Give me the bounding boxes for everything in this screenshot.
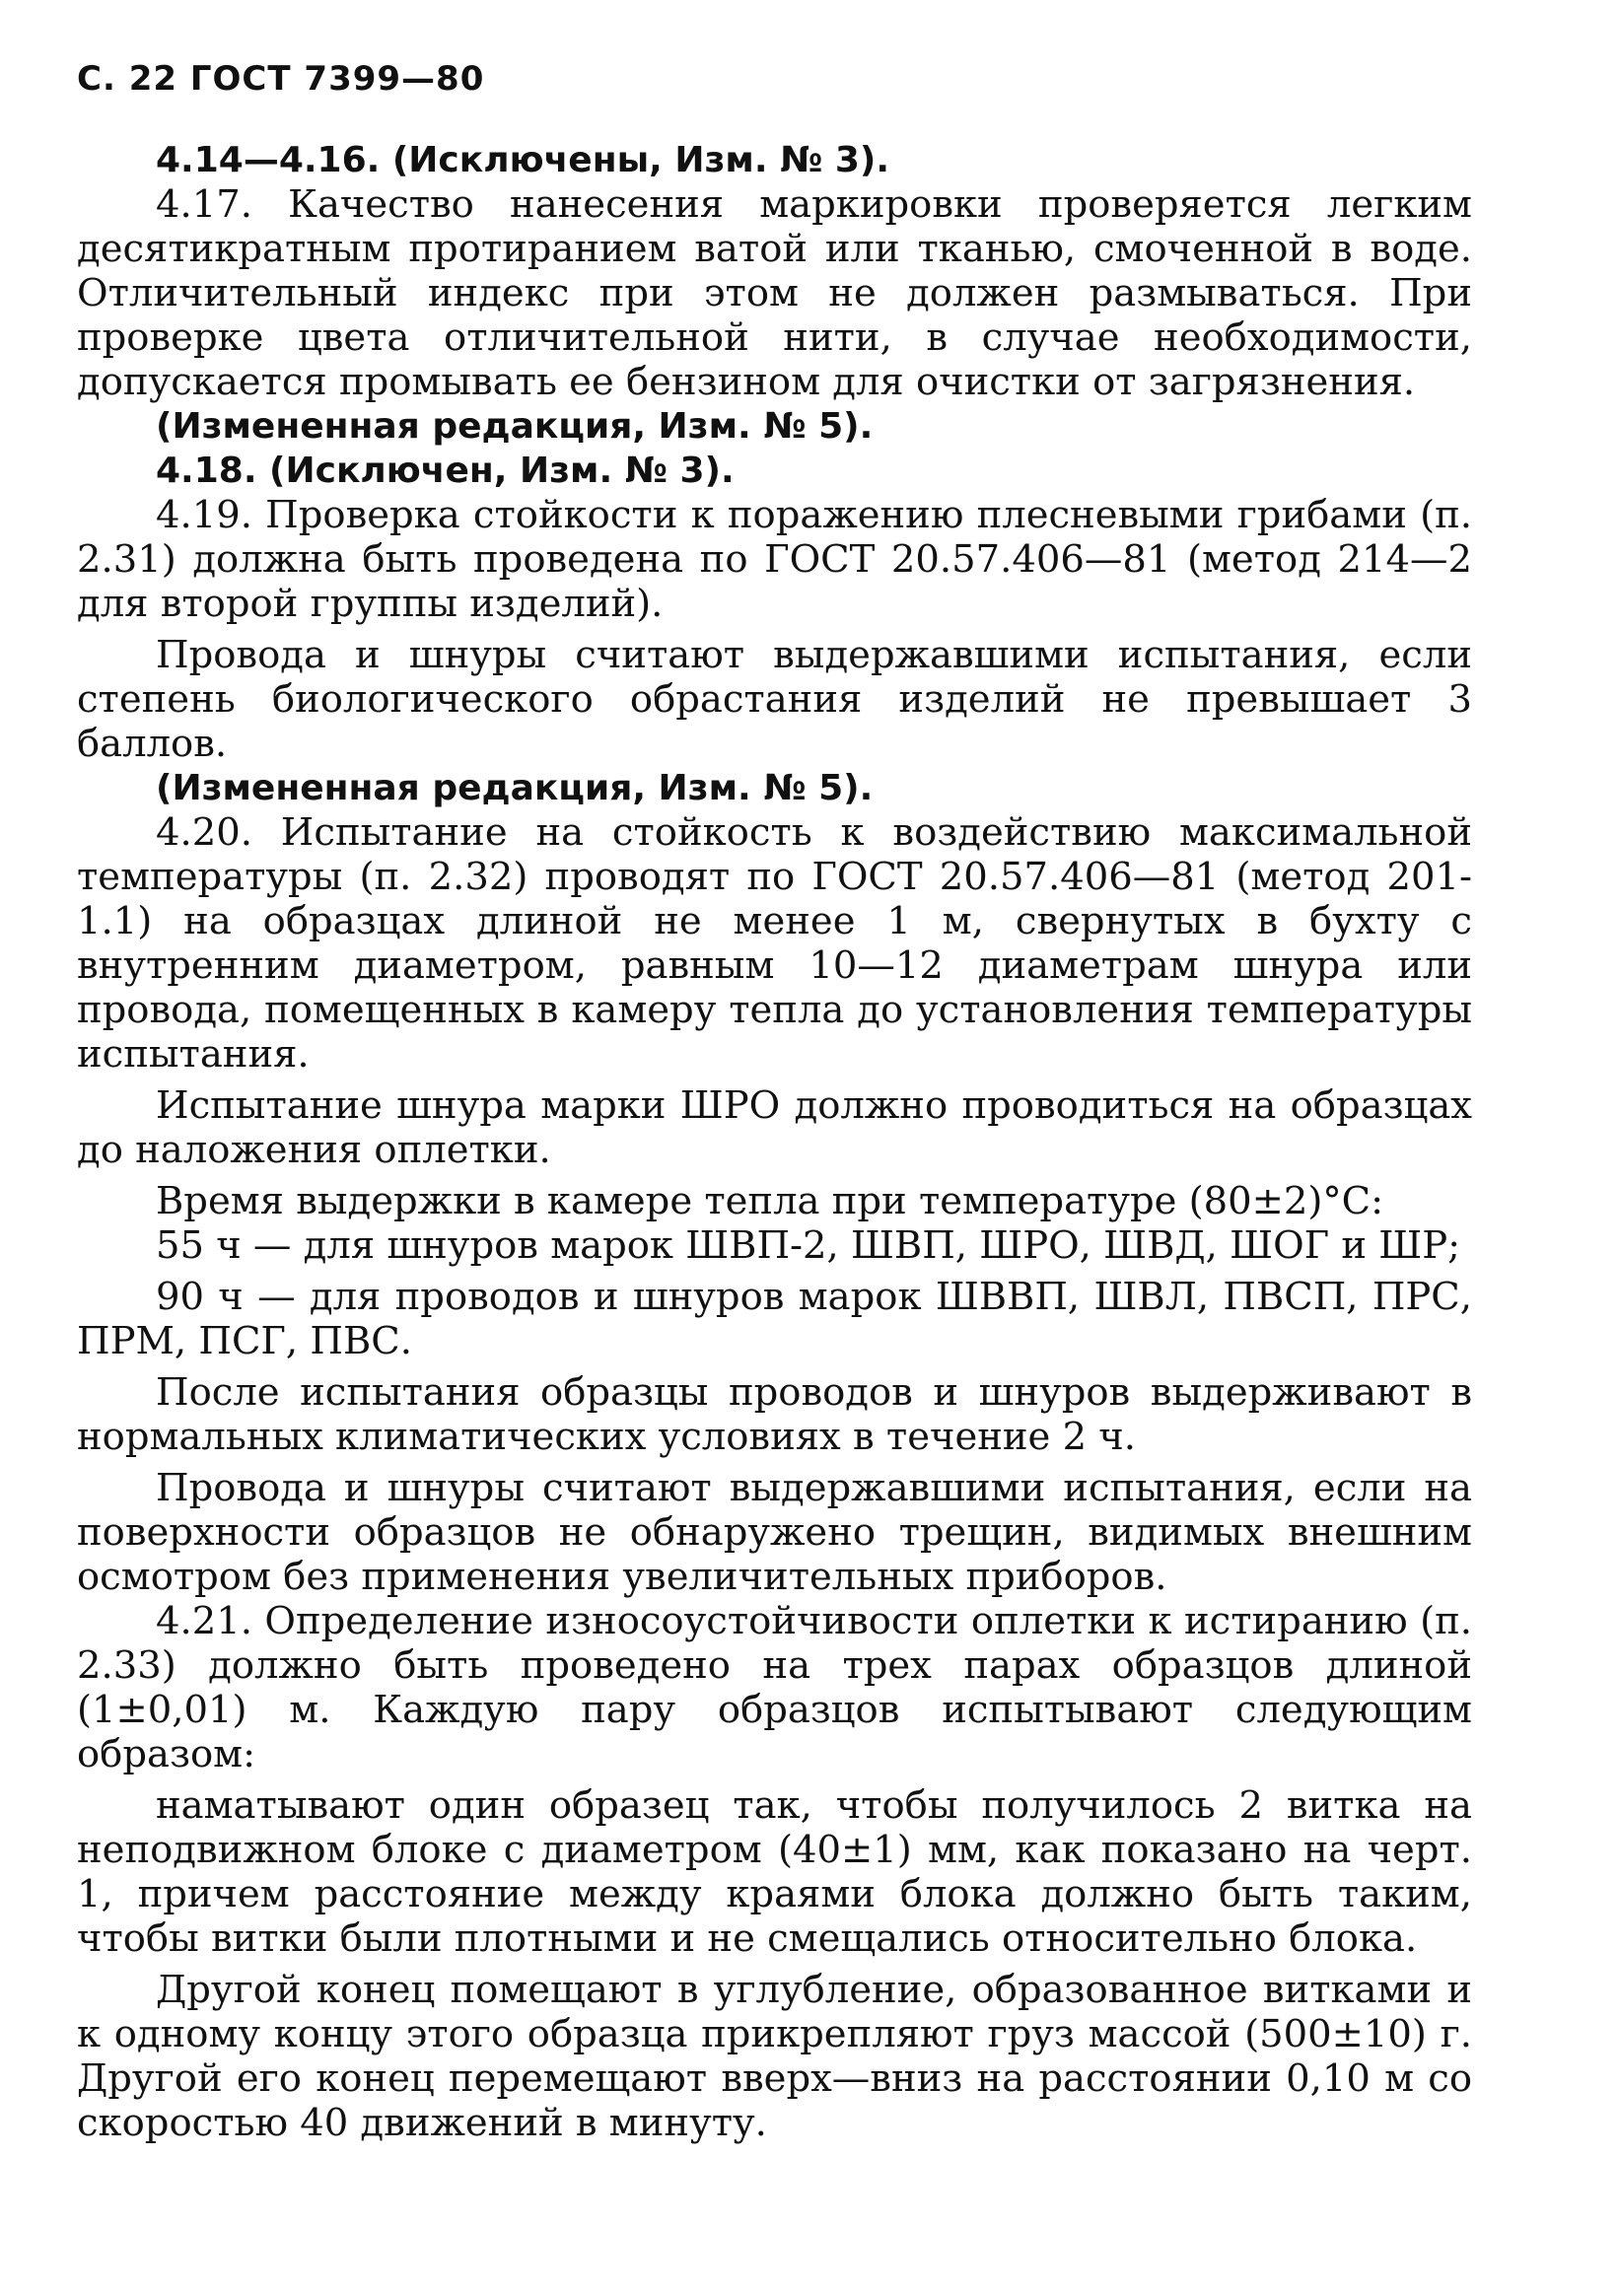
paragraph-4-17: 4.17. Качество нанесения маркировки проверяется легким десятикратным протиранием ватой или тканью, смоченной в воде. Отличительный индекс при этом не должен размываться. При проверке цвета отличительной нити, в случае необходимости, допускается промывать ее бензином для очистки от загрязнения. (77, 182, 1472, 404)
amendment-note: (Измененная редакция, Изм. № 5). (156, 406, 874, 447)
paragraph-4-19-criteria: Провода и шнуры считают выдержавшими испытания, если степень биологического обрастания изделий не превышает 3 баллов. (77, 633, 1472, 766)
paragraph-4-20-90h: 90 ч — для проводов и шнуров марок ШВВП, ШВЛ, ПВСП, ПРС, ПРМ, ПСГ, ПВС. (77, 1275, 1472, 1363)
paragraph-4-21: 4.21. Определение износоустойчивости оплетки к истиранию (п. 2.33) должно быть проведено на трех парах образцов длиной (1±0,01) м. Каждую пару образцов испытывают следующим образом: (77, 1599, 1472, 1776)
amendment-note: (Измененная редакция, Изм. № 5). (156, 768, 874, 808)
paragraph-4-20: 4.20. Испытание на стойкость к воздействию максимальной температуры (п. 2.32) проводят по ГОСТ 20.57.406—81 (метод 201-1.1) на образцах длиной не менее 1 м, свернутых в бухту с внутренним диаметром, равным 10—12 диаметрам шнура или провода, помещенных в камеру тепла до установления температуры испытания. (77, 810, 1472, 1077)
paragraph-4-20-after: После испытания образцы проводов и шнуров выдерживают в нормальных климатических условиях в течение 2 ч. (77, 1370, 1472, 1459)
paragraph-4-21-load: Другой конец помещают в углубление, образованное витками и к одному концу этого образца прикрепляют груз массой (500±10) г. Другой его конец перемещают вверх—вниз на расстоянии 0,10 м со скоростью 40 движений в минуту. (77, 1968, 1472, 2145)
paragraph-4-21-winding: наматывают один образец так, чтобы получилось 2 витка на неподвижном блоке с диаметром (40±1) мм, как показано на черт. 1, причем расстояние между краями блока должно быть таким, чтобы витки были плотными и не смещались относительно блока. (77, 1783, 1472, 1961)
paragraph-4-14-4-16: 4.14—4.16. (Исключены, Изм. № 3). (156, 140, 890, 180)
paragraph-4-19: 4.19. Проверка стойкости к поражению плесневыми грибами (п. 2.31) должна быть проведена по ГОСТ 20.57.406—81 (метод 214—2 для второй группы изделий). (77, 493, 1472, 626)
paragraph-4-20-criteria: Провода и шнуры считают выдержавшими испытания, если на поверхности образцов не обнаружено трещин, видимых внешним осмотром без применения увеличительных приборов. (77, 1466, 1472, 1599)
document-body (77, 138, 1472, 2145)
paragraph-4-18: 4.18. (Исключен, Изм. № 3). (156, 451, 735, 491)
paragraph-4-20-time: Время выдержки в камере тепла при температуре (80±2)°С: (156, 1179, 1384, 1223)
paragraph-4-20-shro: Испытание шнура марки ШРО должно проводиться на образцах до наложения оплетки. (77, 1083, 1472, 1172)
page-header: С. 22 ГОСТ 7399—80 (77, 59, 485, 99)
paragraph-4-20-55h: 55 ч — для шнуров марок ШВП-2, ШВП, ШРО, ШВД, ШОГ и ШР; (156, 1223, 1461, 1268)
